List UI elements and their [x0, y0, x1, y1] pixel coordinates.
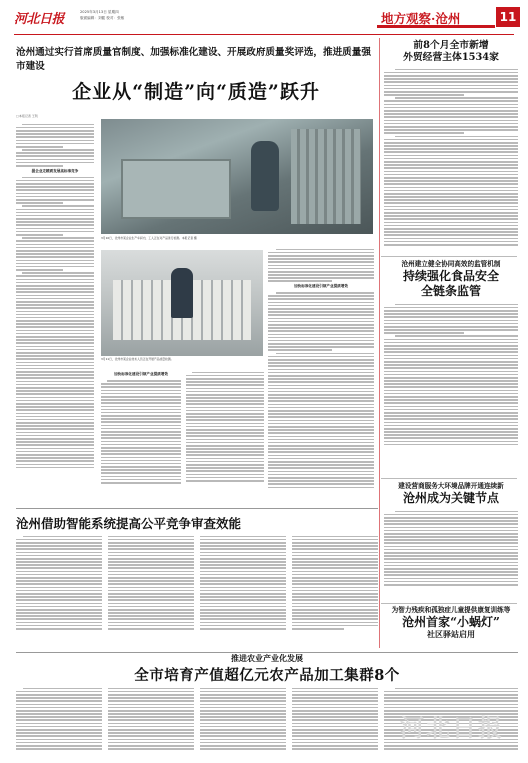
- main-story-subhead-3: 加快标准化建设引领产业提质增效: [114, 372, 168, 376]
- right-story-4: [384, 606, 518, 639]
- right-story-2: [384, 260, 518, 468]
- right-story-4-title: 沧州首家“小蜗灯”: [402, 615, 500, 629]
- header-rule: [14, 34, 514, 35]
- main-story-byline: □本报记者 王利: [16, 114, 38, 118]
- section-header: [377, 6, 495, 28]
- factory-photo-1: [101, 119, 373, 234]
- main-story-kicker: 沧州通过实行首席质量官制度、加强标准化建设、开展政府质量奖评选，推进质量强市建设: [16, 47, 371, 72]
- right-rule-3: [381, 603, 517, 604]
- main-story-subhead-1: 据企业走精质发展高标准竞争: [31, 168, 79, 173]
- section-title: 地方观察·沧州: [381, 11, 461, 26]
- right-story-4-kicker: 为智力残疾和孤独症儿童提供康复训练等: [391, 606, 511, 614]
- main-story-column-2b: [101, 370, 181, 505]
- photo-2-caption: 3月11日，沧州市某企业技术人员正在开展产品质量检测。: [101, 357, 174, 361]
- column-divider: [379, 38, 380, 648]
- right-story-3-title: 沧州成为关键节点: [402, 491, 499, 505]
- right-story-2-title-line2: 全链条监管: [420, 284, 481, 298]
- story-2-title: 沧州借助智能系统提高公平竞争审查效能: [16, 516, 242, 531]
- story-3-body: [16, 686, 378, 760]
- right-story-1-subtitle: 外贸经营主体1534家: [403, 52, 499, 63]
- photo-1-caption: 3月10日，沧州市某企业生产车间内，工人正在对产品进行检测。本报记者 摄: [101, 236, 197, 240]
- right-story-3: [384, 482, 518, 601]
- factory-photo-2: [101, 250, 263, 356]
- right-story-1-title: 前8个月全市新增: [413, 40, 489, 51]
- right-story-3-kicker: 建设营商服务大环境品牌开通连续新: [398, 482, 504, 490]
- right-story-1: [384, 40, 518, 247]
- right-rule-2: [381, 478, 517, 479]
- main-story-column-3: [268, 247, 374, 505]
- story-2-rule: [16, 508, 378, 509]
- story-3-kicker: 推进农业产业化发展: [231, 653, 303, 663]
- main-story-column-1: [16, 122, 94, 505]
- main-story-subhead-2: 加快标准化建设引领产业提质增效: [294, 284, 348, 289]
- right-story-4-title-line2: 社区驿站启用: [427, 629, 475, 639]
- issue-info: [80, 9, 230, 21]
- right-rule-1: [381, 256, 517, 257]
- story-3-title: 全市培育产值超亿元农产品加工集群8个: [134, 667, 400, 684]
- issue-editors: 版面编辑：刘健 校对：张敏: [80, 16, 125, 20]
- right-story-2-title: 持续强化食品安全: [402, 269, 499, 283]
- main-story-column-3b: [186, 370, 264, 505]
- main-story-title: 企业从“制造”向“质造”跃升: [72, 81, 320, 103]
- newspaper-logo: 河北日报: [14, 12, 65, 27]
- watermark: 河北日报: [400, 713, 504, 742]
- story-2-body: [16, 534, 378, 646]
- right-story-2-kicker: 沧州建立健全协同高效的监管机制: [401, 260, 501, 268]
- page-number: 11: [496, 7, 520, 27]
- issue-date: 2025年3月13日 星期四: [80, 10, 119, 14]
